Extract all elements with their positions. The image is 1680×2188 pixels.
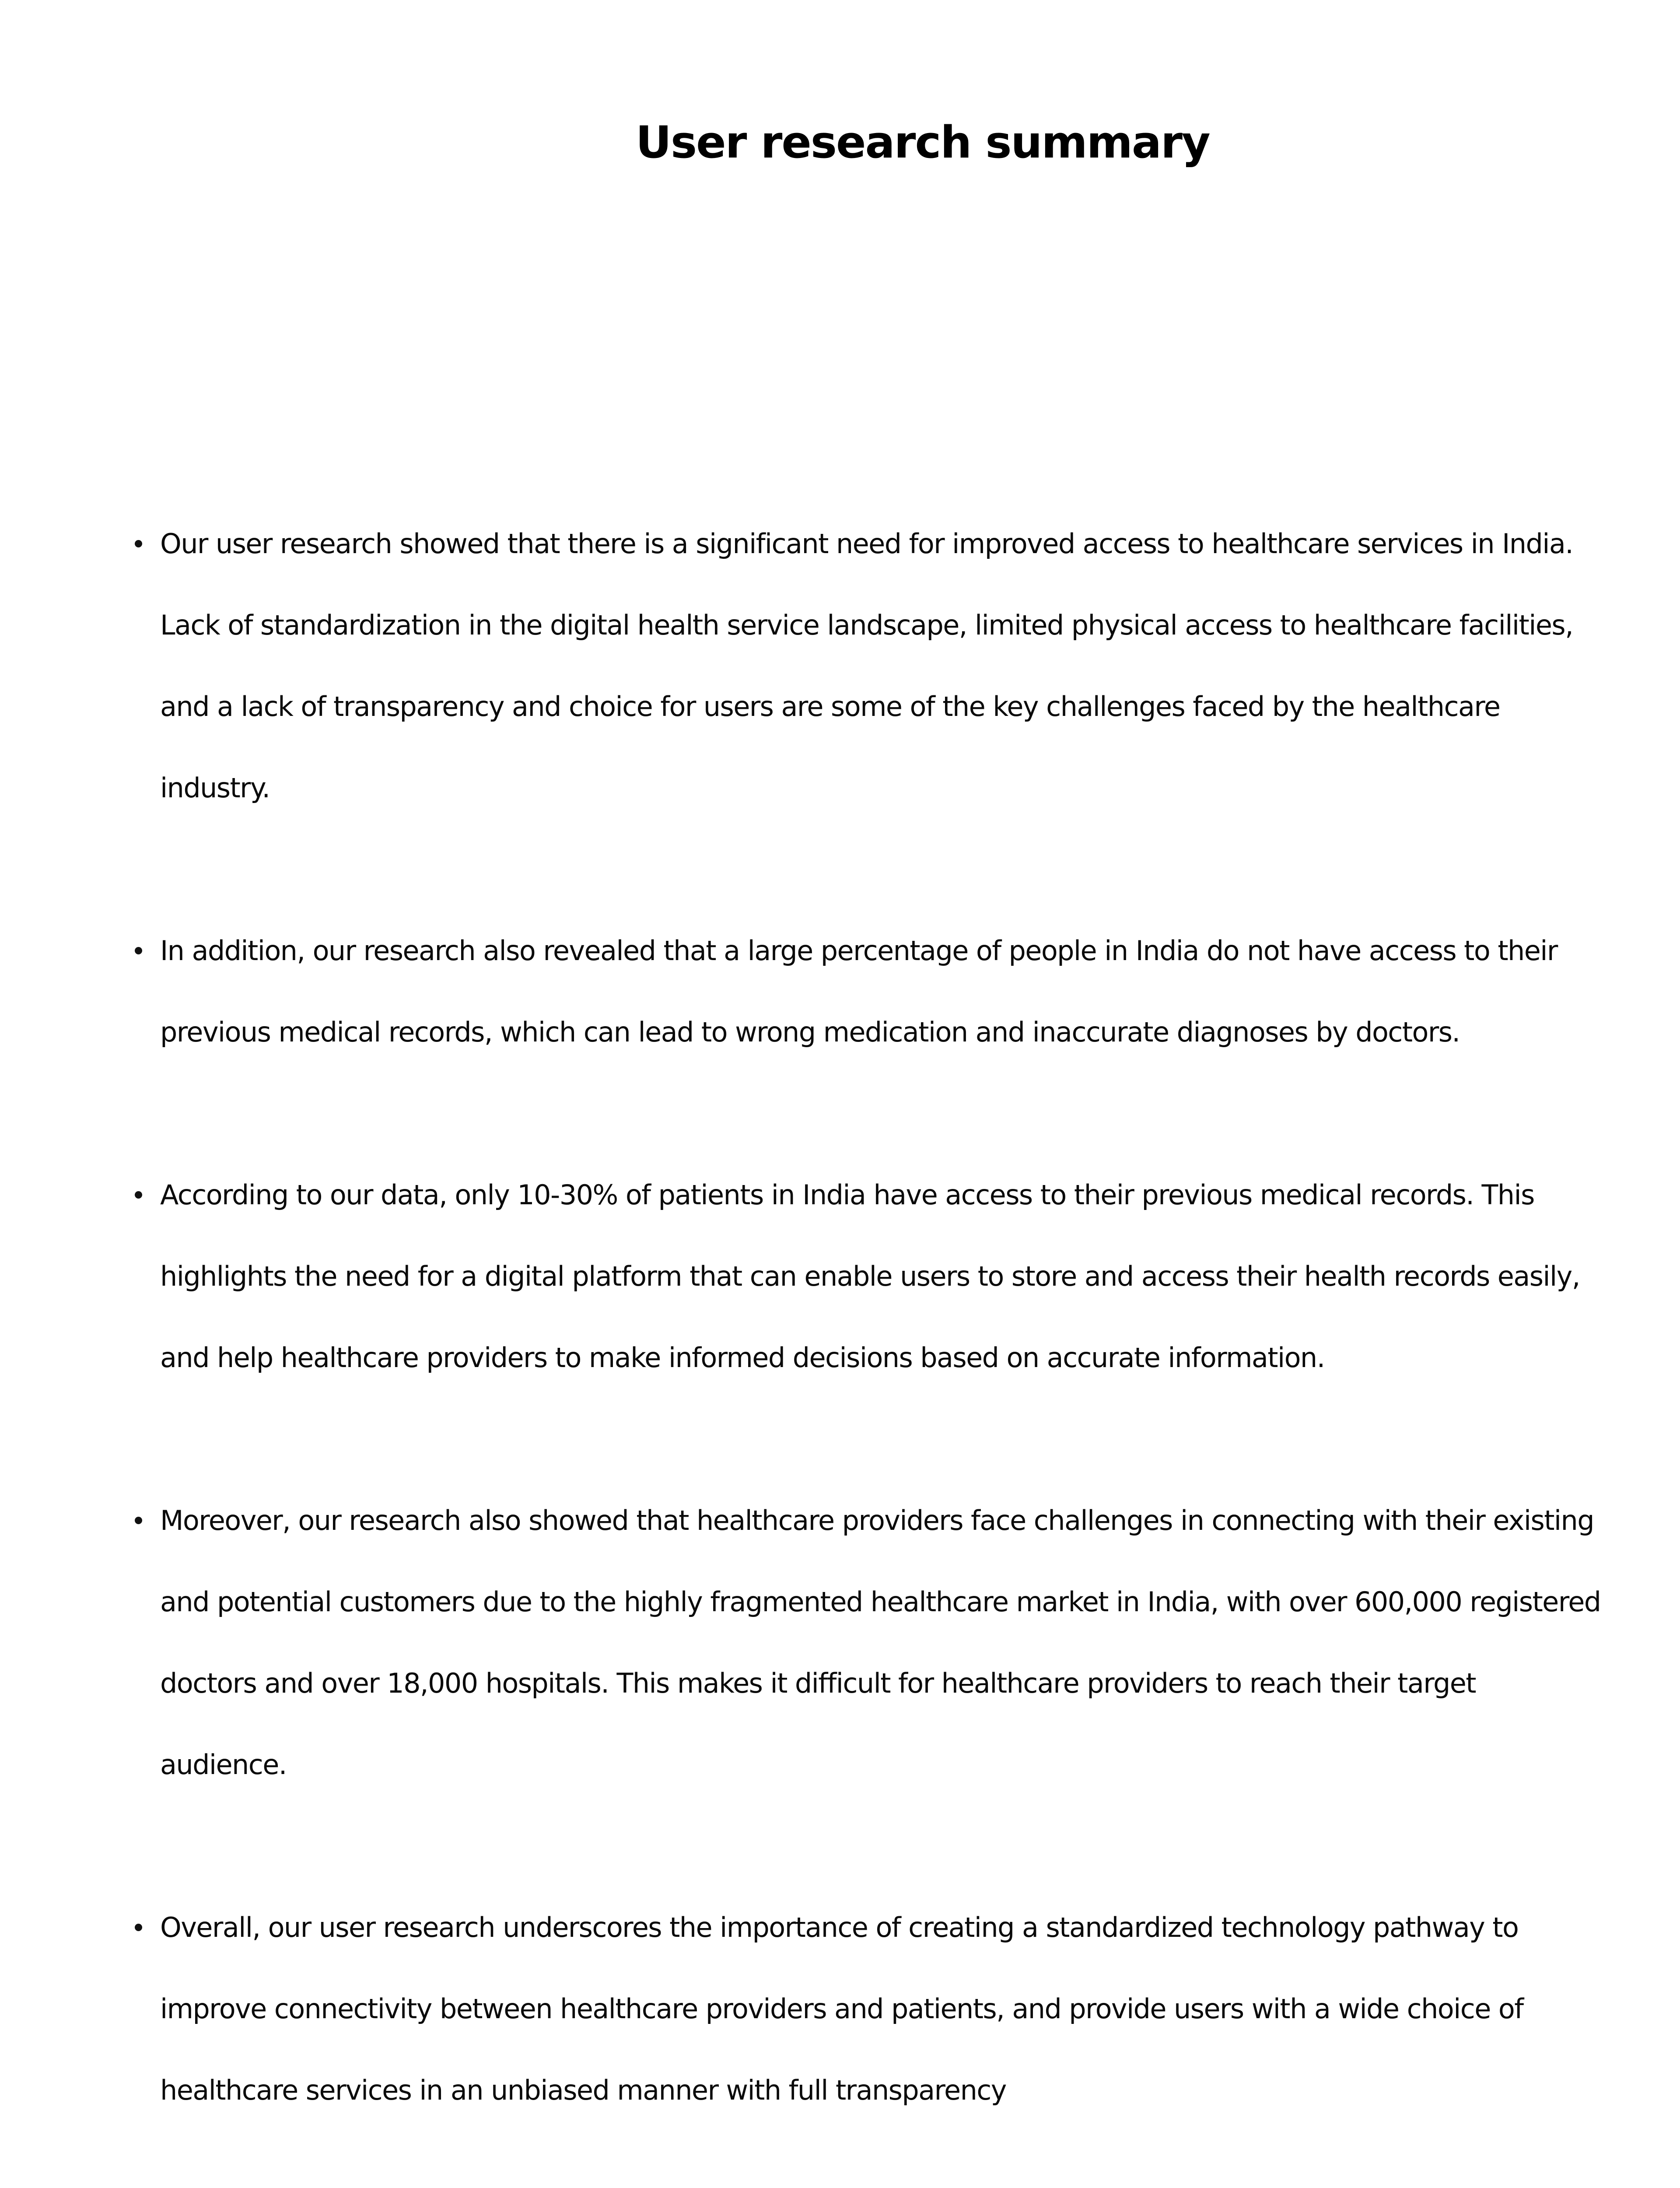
finding-medical-records [131,910,1575,1073]
text-line: In addition, our research also revealed that a large percentage of people in India do not have access to their [160,935,1558,967]
text-line: According to our data, only 10-30% of patients in India have access to their previous medical records. This [160,1179,1534,1211]
text-line: and a lack of transparency and choice for users are some of the key challenges faced by the healthcare [160,691,1500,722]
text-line: Moreover, our research also showed that healthcare providers face challenges in connecting with their existing [160,1504,1594,1536]
bullet-icon [135,1517,142,1524]
text-line: industry. [160,772,270,804]
text-line: Overall, our user research underscores the importance of creating a standardized technology pathway to [160,1911,1519,1943]
text-line: Lack of standardization in the digital health service landscape, limited physical access to healthcare facilities, [160,609,1573,641]
text-line: previous medical records, which can lead to wrong medication and inaccurate diagnoses by doctors. [160,1016,1460,1048]
research-findings-list [131,503,1601,2188]
bullet-icon [135,1924,142,1931]
bullet-icon [135,540,142,547]
bullet-icon [135,947,142,954]
finding-overall-conclusion [131,1887,1575,2131]
text-line: improve connectivity between healthcare providers and patients, and provide users with a wide choice of [160,1993,1523,2025]
page-title: User research summary [636,116,1210,168]
text-line: and help healthcare providers to make informed decisions based on accurate information. [160,1342,1325,1374]
text-line: Our user research showed that there is a significant need for improved access to healthcare services in India. [160,528,1573,560]
finding-access-need [131,503,1575,829]
finding-provider-challenges [131,1480,1601,1806]
text-line: audience. [160,1749,287,1781]
finding-records-statistic [131,1154,1580,1399]
text-line: highlights the need for a digital platform that can enable users to store and access their health records easily, [160,1260,1580,1292]
bullet-icon [135,1191,142,1199]
text-line: and potential customers due to the highly fragmented healthcare market in India, with over 600,000 registered [160,1586,1601,1618]
text-line: healthcare services in an unbiased manner with full transparency [160,2074,1006,2106]
text-line: doctors and over 18,000 hospitals. This makes it difficult for healthcare providers to reach their target [160,1667,1476,1699]
